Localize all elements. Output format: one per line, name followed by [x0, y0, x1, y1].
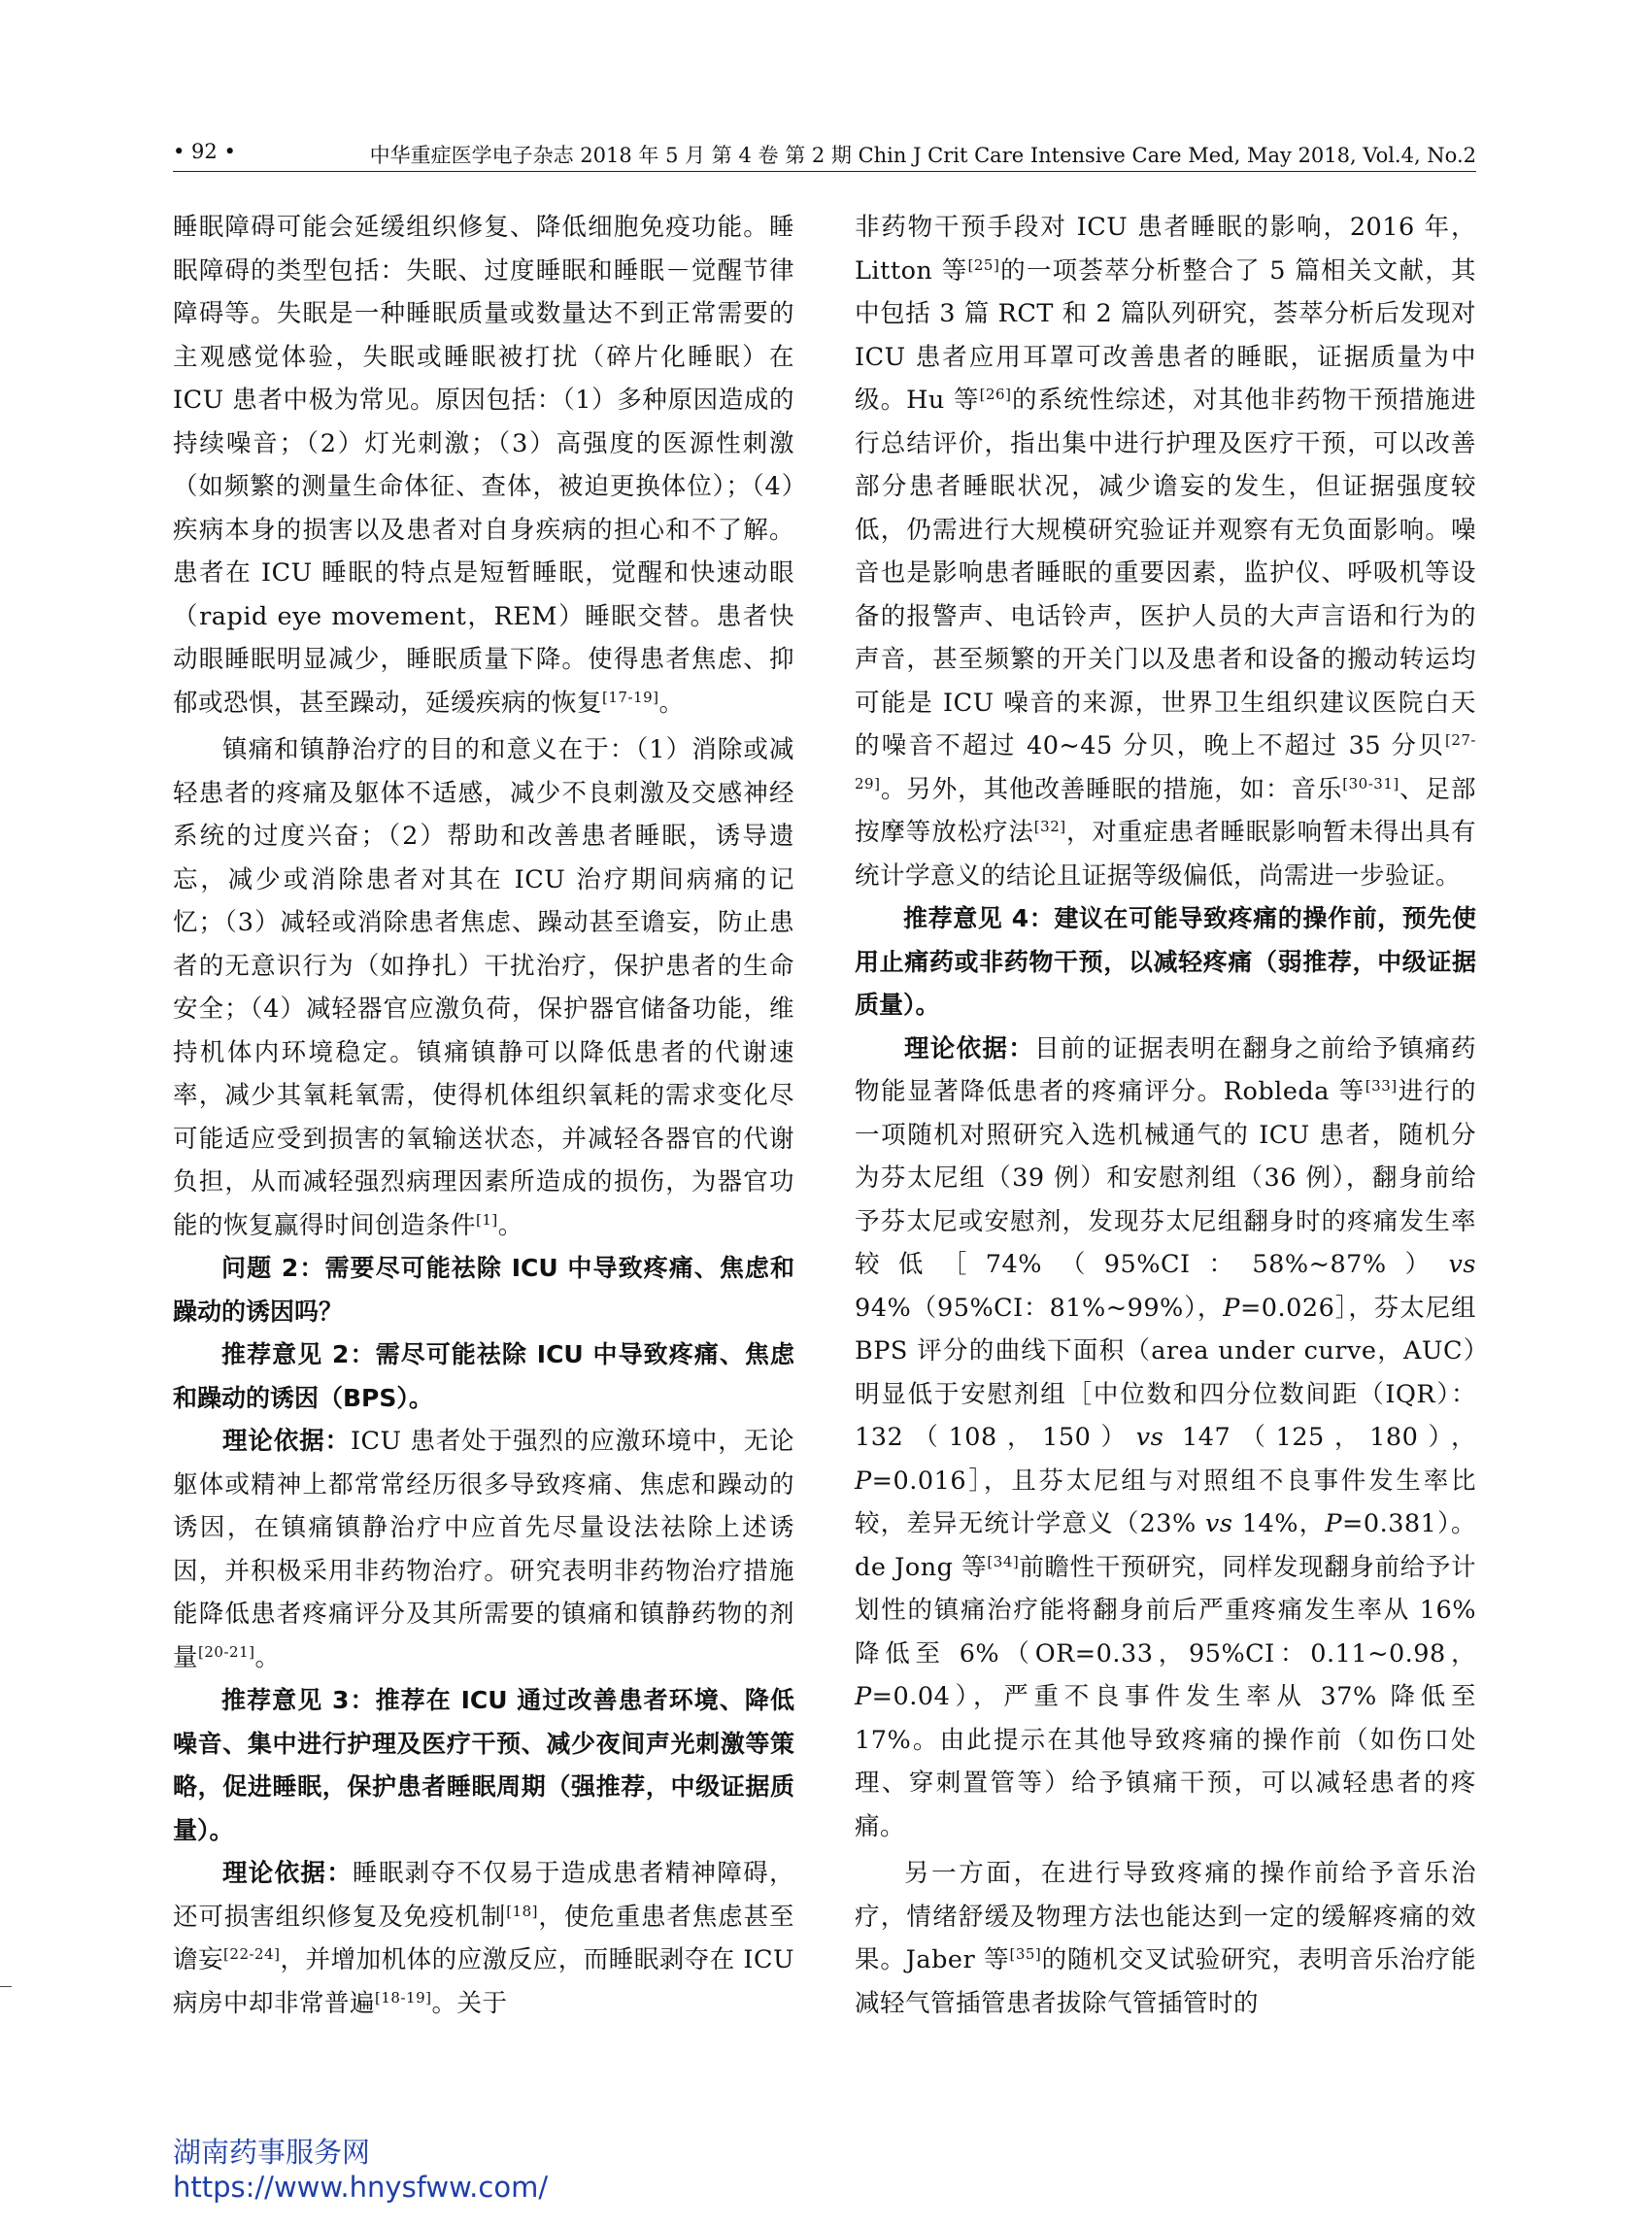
paragraph-nonpharm-sleep: 非药物干预手段对 ICU 患者睡眠的影响，2016 年，Litton 等[25]的一项荟萃分析整合了 5 篇相关文献，其中包括 3 篇 RCT 和 2 篇队列研究，荟萃分析后发现对 ICU 患者应用耳罩可改善患者的睡眠，证据质量为中级。Hu 等[26]的系统性综述，对其他非药物干预措施进行总结评价，指出集中进行护理及医疗干预，可以改善部分患者睡眠状况，减少谵妄的发生，但证据强度较低，仍需进行大规模研究验证并观察有无负面影响。噪音也是影响患者睡眠的重要因素，监护仪、呼吸机等设备的报警声、电话铃声，医护人员的大声言语和行为的声音，甚至频繁的开关门以及患者和设备的搬动转运均可能是 ICU 噪音的来源，世界卫生组织建议医院白天的噪音不超过 40~45 分贝，晚上不超过 35 分贝[27-29]。另外，其他改善睡眠的措施，如：音乐[30-31]、足部按摩等放松疗法[32]，对重症患者睡眠影响暂未得出具有统计学意义的结论且证据等级偏低，尚需进一步验证。 [855, 213, 1477, 891]
citation-ref: [18-19] [375, 1988, 432, 2006]
site-url-link[interactable]: https://www.hnysfww.com/ [173, 2171, 549, 2204]
citation-ref: [27-29] [855, 731, 1476, 792]
citation-ref: [1] [476, 1210, 498, 1229]
running-header [173, 136, 1476, 171]
left-column [173, 206, 794, 2025]
paragraph-sleep-disorders: 睡眠障碍可能会延缓组织修复、降低细胞免疫功能。睡眠障碍的类型包括：失眠、过度睡眠和睡眠－觉醒节律障碍等。失眠是一种睡眠质量或数量达不到正常需要的主观感觉体验，失眠或睡眠被打扰（碎片化睡眠）在 ICU 患者中极为常见。原因包括：（1）多种原因造成的持续噪音；（2）灯光刺激；（3）高强度的医源性刺激（如频繁的测量生命体征、查体，被迫更换体位）；（4）疾病本身的损害以及患者对自身疾病的担心和不了解。患者在 ICU 睡眠的特点是短暂睡眠，觉醒和快速动眼（rapid eye movement，REM）睡眠交替。患者快动眼睡眠明显减少，睡眠质量下降。使得患者焦虑、抑郁或恐惧，甚至躁动，延缓疾病的恢复[17-19]。 [173, 213, 794, 718]
rationale-label: 理论依据： [904, 1033, 1035, 1063]
citation-ref: [33] [1365, 1077, 1398, 1095]
header-rule [173, 171, 1476, 172]
citation-ref: [17-19] [602, 688, 659, 706]
watermark-footer [173, 2135, 548, 2205]
right-column [855, 206, 1476, 2025]
paragraph-rationale-3: 理论依据：睡眠剥夺不仅易于造成患者精神障碍，还可损害组织修复及免疫机制[18]，使危重患者焦虑甚至谵妄[22-24]，并增加机体的应激反应，而睡眠剥夺在 ICU 病房中却非常普遍[18-19]。关于 [173, 1859, 794, 2018]
rationale-label: 理论依据： [222, 1859, 354, 1888]
citation-ref: [22-24] [223, 1945, 281, 1963]
citation-ref: [20-21] [198, 1642, 255, 1661]
citation-ref: [30-31] [1342, 774, 1399, 792]
page-number: • 92 • [173, 140, 236, 163]
citation-ref: [18] [506, 1902, 538, 1920]
recommendation-4-heading: 推荐意见 4：建议在可能导致疼痛的操作前，预先使用止痛药或非药物干预，以减轻疼痛（弱推荐，中级证据质量）。 [855, 904, 1476, 1019]
paragraph-rationale-4: 理论依据：目前的证据表明在翻身之前给予镇痛药物能显著降低患者的疼痛评分。Robleda 等[33]进行的一项随机对照研究入选机械通气的 ICU 患者，随机分为芬太尼组（39 例）和安慰剂组（36 例），翻身前给予芬太尼或安慰剂，发现芬太尼组翻身时的疼痛发生率较低［74%（95%CI：58%~87%）vs 94%（95%CI：81%~99%），P=0.026］，芬太尼组 BPS 评分的曲线下面积（area under curve，AUC）明显低于安慰剂组［中位数和四分位数间距（IQR）：132（108，150）vs 147（125，180），P=0.016］，且芬太尼组与对照组不良事件发生率比较，差异无统计学意义（23% vs 14%，P=0.381）。de Jong 等[34]前瞻性干预研究，同样发现翻身前给予计划性的镇痛治疗能将翻身前后严重疼痛发生率从 16% 降低至 6%（OR=0.33，95%CI：0.11~0.98，P=0.04），严重不良事件发生率从 37% 降低至 17%。由此提示在其他导致疼痛的操作前（如伤口处理、穿刺置管等）给予镇痛干预，可以减轻患者的疼痛。 [855, 1033, 1477, 1841]
recommendation-3-heading: 推荐意见 3：推荐在 ICU 通过改善患者环境、降低噪音、集中进行护理及医疗干预、减少夜间声光刺激等策略，促进睡眠，保护患者睡眠周期（强推荐，中级证据质量）。 [173, 1686, 794, 1844]
citation-ref: [26] [979, 386, 1012, 403]
rationale-label: 理论依据： [222, 1427, 351, 1456]
journal-citation: 中华重症医学电子杂志 2018 年 5 月 第 4 卷 第 2 期 Chin J Crit Care Intensive Care Med, May 2018, Vol.4, No.2 [369, 144, 1476, 167]
citation-ref: [25] [967, 255, 1000, 274]
paragraph-music-therapy: 另一方面，在进行导致疼痛的操作前给予音乐治疗，情绪舒缓及物理方法也能达到一定的缓解疼痛的效果。Jaber 等[35]的随机交叉试验研究，表明音乐治疗能减轻气管插管患者拔除气管插管时的 [855, 1859, 1476, 2018]
paragraph-rationale-2: 理论依据：ICU 患者处于强烈的应激环境中，无论躯体或精神上都常常经历很多导致疼痛、焦虑和躁动的诱因，在镇痛镇静治疗中应首先尽量设法祛除上述诱因，并积极采用非药物治疗。研究表明非药物治疗措施能降低患者疼痛评分及其所需要的镇痛和镇静药物的剂量[20-21]。 [173, 1427, 794, 1672]
question-2-heading: 问题 2：需要尽可能祛除 ICU 中导致疼痛、焦虑和躁动的诱因吗？ [173, 1254, 794, 1326]
citation-ref: [35] [1009, 1945, 1042, 1963]
paragraph-sedation-goals: 镇痛和镇静治疗的目的和意义在于：（1）消除或减轻患者的疼痛及躯体不适感，减少不良刺激及交感神经系统的过度兴奋；（2）帮助和改善患者睡眠，诱导遗忘，减少或消除患者对其在 ICU 治疗期间病痛的记忆；（3）减轻或消除患者焦虑、躁动甚至谵妄，防止患者的无意识行为（如挣扎）干扰治疗，保护患者的生命安全；（4）减轻器官应激负荷，保护器官储备功能，维持机体内环境稳定。镇痛镇静可以降低患者的代谢速率，减少其氧耗氧需，使得机体组织氧耗的需求变化尽可能适应受到损害的氧输送状态，并减轻各器官的代谢负担，从而减轻强烈病理因素所造成的损伤，为器官功能的恢复赢得时间创造条件[1]。 [173, 735, 794, 1240]
site-name: 湖南药事服务网 [173, 2136, 371, 2169]
margin-mark [0, 1986, 12, 1987]
recommendation-2-heading: 推荐意见 2：需尽可能祛除 ICU 中导致疼痛、焦虑和躁动的诱因（BPS）。 [173, 1340, 794, 1412]
citation-ref: [32] [1033, 818, 1066, 835]
citation-ref: [34] [987, 1552, 1020, 1570]
